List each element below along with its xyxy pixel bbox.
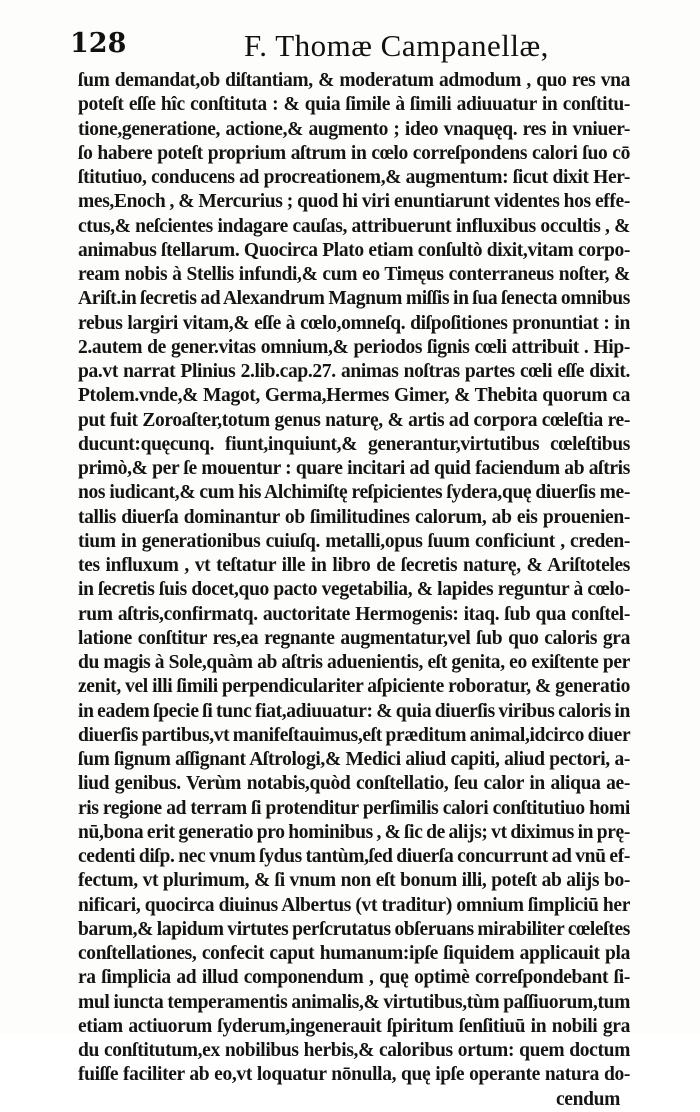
text-line: du magis à Sole,quàm ab aſtris aduenientis, eſt genita, eo exiſtente per	[78, 652, 630, 673]
text-line: ctus,& neſcientes indagare cauſas, attribuerunt influxibus occultis , &	[78, 215, 630, 237]
page-number: 128	[70, 28, 127, 59]
text-line: fuiſſe faciliter ab eo,vt loquatur nōnulla, quę ipſe operante natura do-	[78, 1064, 630, 1086]
running-head	[70, 28, 630, 68]
text-line: ſum demandat,ob diſtantiam, & moderatum admodum , quo res vna	[78, 70, 630, 91]
text-line: ra ſimplicia ad illud componendum , quę optimè correſpondebant ſi-	[78, 967, 630, 989]
text-line: put fuit Zoroaſter,totum genus naturę, & artis ad corpora cœleſtia re-	[78, 409, 630, 431]
text-line: zenit, vel illi ſimili perpendiculariter aſpiciente roboratur, & generatio	[78, 676, 630, 698]
text-line: rum aſtris,confirmatq. auctoritate Hermogenis: itaq. ſub qua conſtel-	[78, 603, 630, 625]
text-line: nos iudicant,& cum his Alchimiſtę reſpicientes ſydera,quę diuerſis me-	[78, 482, 630, 504]
text-line: primò,& per ſe mouentur : quare incitari ad quid faciendum ab aſtris	[78, 458, 630, 479]
text-line: tallis diuerſa dominantur ob ſimilitudines calorum, ab eis prouenien-	[78, 506, 630, 528]
text-line: in eadem ſpecie ſi tunc fiat,adiuuatur: & quia diuerſis viribus caloris in	[78, 700, 630, 722]
text-line: ſtitutiuo, conducens ad procreationem,& augmentum: ſicut dixit Her-	[78, 167, 630, 188]
text-line: liud genibus. Verùm notabis,quòd conſtellatio, ſeu calor in aliqua ae-	[78, 773, 630, 795]
text-line: diuerſis partibus,vt manifeſtauimus,eſt prӕditum animal,idcirco diuer	[78, 724, 631, 746]
body-text	[78, 69, 630, 1112]
text-line: fectum, vt plurimum, & ſi vnum non eſt bonum illi, poteſt ab alijs bo-	[78, 870, 630, 892]
text-line: Ariſt.in ſecretis ad Alexandrum Magnum miſſis in ſua ſenecta omnibus	[78, 288, 630, 310]
text-line: ducunt:quęcunq. fiunt,inquiunt,& generantur,virtutibus cœleſtibus	[78, 433, 630, 455]
text-line: tes influxum , vt teſtatur ille in libro de ſecretis naturę, & Ariſtoteles	[78, 555, 630, 576]
text-line: du conſtitutum,ex nobilibus herbis,& caloribus ortum: quem doctum	[78, 1040, 630, 1061]
text-line: cedenti diſp. nec vnum ſydus tantùm,ſed diuerſa concurrunt ad vnū ef-	[78, 846, 630, 867]
text-line: ſum ſignum aſſignant Aſtrologi,& Medici aliud capiti, aliud pectori, a-	[78, 749, 630, 770]
text-line: 2.autem de gener.vitas omnium,& periodos ſignis cœli attribuit . Hip-	[78, 336, 630, 358]
text-line: tione,generatione, actione,& augmento ; ideo vnaquęq. res in vniuer-	[78, 118, 630, 140]
text-line: ſo habere poteſt proprium aſtrum in cœlo correſpondens calori ſuo cō	[78, 142, 630, 164]
text-line: conſtellationes, confecit caput humanum:ipſe ſiquidem applicauit pla	[78, 943, 630, 964]
running-title: F. Thomæ Campanellæ,	[244, 28, 549, 63]
text-line: barum,& lapidum virtutes perſcrutatus obſeruans mirabiliter cœleſtes	[78, 918, 630, 940]
text-line: mul iuncta temperamentis animalis,& virtutibus,tùm paſſiuorum,tum	[78, 991, 630, 1013]
text-line: nificari, quocirca diuinus Albertus (vt traditur) omnium ſimpliciū her	[78, 894, 630, 916]
text-line: nū,bona erit generatio pro hominibus , & ſic de alijs; vt diximus in prę-	[78, 821, 630, 843]
text-line: Ptolem.vnde,& Magot, Germa,Hermes Gimer, & Thebita quorum ca	[78, 385, 630, 407]
text-line: ream nobis à Stellis infundi,& cum eo Timęus conterraneus noſter, &	[78, 264, 630, 285]
text-line: cendum	[556, 1088, 620, 1110]
text-line: pa.vt narrat Plinius 2.lib.cap.27. animas noſtras partes cœli eſſe dixit.	[78, 361, 630, 382]
text-line: in ſecretis ſuis docet,quo pacto vegetabilia, & lapides reguntur à cœlo-	[78, 579, 630, 601]
text-line: ris regione ad terram ſi protenditur perſimilis calori conſtitutiuo homi	[78, 797, 630, 819]
text-line: etiam actiuorum ſyderum,ingenerauit ſpiritum ſenſitiuū in nobili gra	[78, 1015, 630, 1037]
text-line: tium in generationibus cuiuſq. metalli,opus ſuum conficiunt , creden-	[78, 530, 630, 552]
text-line: poteſt eſſe hîc conſtituta : & quia ſimile à ſimili adiuuatur in conſtitu-	[78, 94, 630, 116]
text-line: latione conſtitur res,ea regnante augmentatur,vel ſub quo caloris gra	[78, 627, 630, 649]
text-line: animabus ſtellarum. Quocirca Plato etiam conſultò dixit,vitam corpo-	[78, 239, 630, 261]
text-line: rebus largiri vitam,& eſſe à cœlo,omneſq. diſpoſitiones pronuntiat : in	[78, 312, 630, 334]
text-line: mes,Enoch , & Mercurius ; quod hi viri enuntiarunt videntes hos effe-	[78, 191, 630, 213]
